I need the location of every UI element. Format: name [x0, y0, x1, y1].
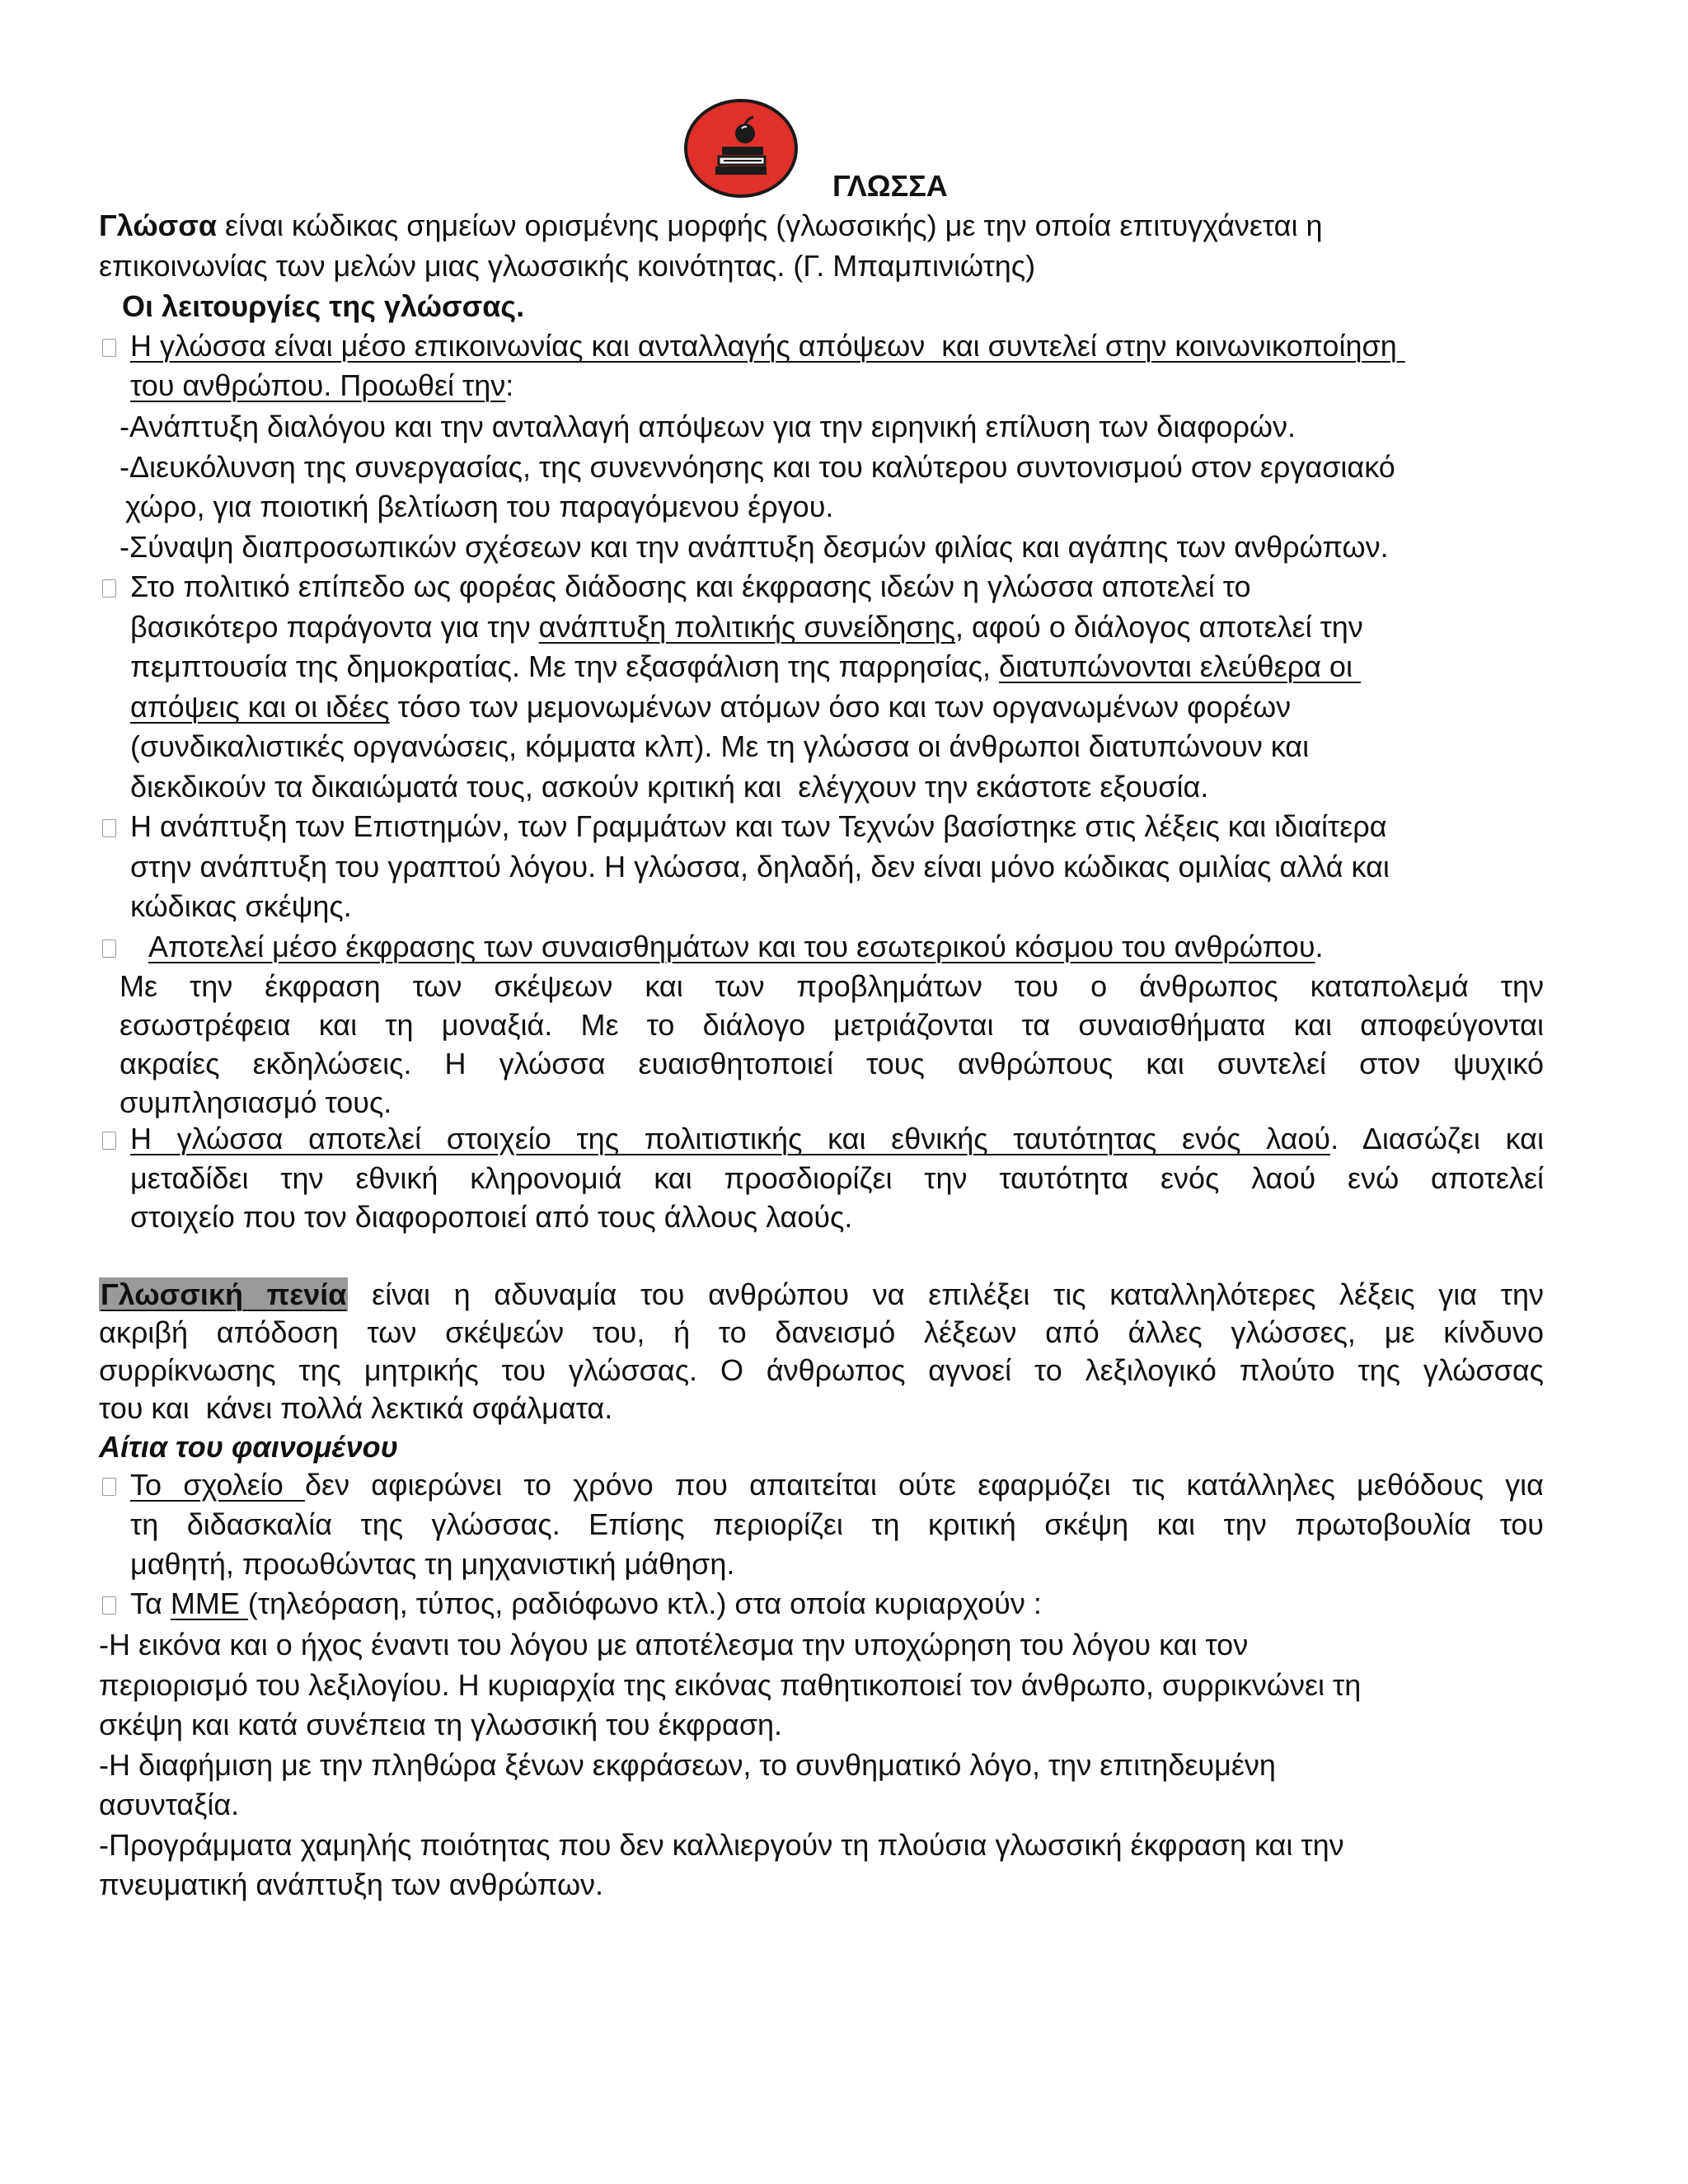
cause-2-line-1: Τα ΜΜΕ (τηλεόραση, τύπος, ραδιόφωνο κτλ.) στα οποία κυριαρχούν : [130, 1586, 1042, 1620]
bullet-2-line-3: πεμπτουσία της δημοκρατίας. Με την εξασφάλιση της παρρησίας, διατυπώνονται ελεύθερα οι [130, 649, 1361, 683]
causes-heading: Αίτια του φαινομένου [99, 1430, 398, 1464]
cause-1-line-2: τη διδασκαλία της γλώσσας. Επίσης περιορίζει τη κριτική σκέψη και την πρωτοβουλία του [130, 1507, 1544, 1541]
bullet-3-line-1: Η ανάπτυξη των Επιστημών, των Γραμμάτων και των Τεχνών βασίστηκε στις λέξεις και ιδιαίτερα [130, 809, 1387, 843]
bullet-3-line-2: στην ανάπτυξη του γραπτού λόγου. Η γλώσσα, δηλαδή, δεν είναι μόνο κώδικας ομιλίας αλλά και [130, 850, 1390, 883]
dash-item-3: -Σύναψη διαπροσωπικών σχέσεων και την ανάπτυξη δεσμών φιλίας και αγάπης των ανθρώπων. [120, 530, 1389, 564]
media-item-3-line-2: πνευματική ανάπτυξη των ανθρώπων. [99, 1868, 604, 1901]
definition-term: Γλώσσα [99, 209, 218, 242]
bullet-4-para-line-4: συμπλησιασμό τους. [120, 1085, 392, 1119]
media-item-3-line-1: -Προγράμματα χαμηλής ποιότητας που δεν καλλιεργούν τη πλούσια γλωσσική έκφραση και την [99, 1828, 1344, 1862]
definition-line-1: Γλώσσα είναι κώδικας σημείων ορισμένης μορφής (γλωσσικής) με την οποία επιτυγχάνεται η [99, 209, 1323, 242]
media-item-2-line-2: ασυνταξία. [99, 1788, 240, 1821]
cause-1-line-3: μαθητή, προωθώντας τη μηχανιστική μάθηση. [130, 1547, 735, 1581]
media-item-1-line-2: περιορισμό του λεξιλογίου. Η κυριαρχία της εικόνας παθητικοποιεί τον άνθρωπο, συρρικνώνει τη [99, 1668, 1362, 1702]
bullet-box-icon [102, 579, 116, 598]
bullet-2-line-5: (συνδικαλιστικές οργανώσεις, κόμματα κλπ). Με τη γλώσσα οι άνθρωποι διατυπώνουν και [130, 729, 1310, 763]
bullet-box-icon [102, 1596, 116, 1615]
poverty-line-3: συρρίκνωσης της μητρικής του γλώσσας. Ο άνθρωπος αγνοεί το λεξιλογικό πλούτο της γλώσσας [99, 1353, 1544, 1387]
cause-1-line-1: Το σχολείο δεν αφιερώνει το χρόνο που απαιτείται ούτε εφαρμόζει τις κατάλληλες μεθόδους για [130, 1468, 1544, 1502]
bullet-box-icon [102, 819, 116, 837]
dash-item-2-line-1: -Διευκόλυνση της συνεργασίας, της συνεννόησης και του καλύτερου συντονισμού στον εργασιακό [120, 450, 1395, 484]
bullet-1-line-2: του ανθρώπου. Προωθεί την: [130, 368, 514, 402]
books-apple-icon [684, 97, 798, 199]
bullet-1-line-1: Η γλώσσα είναι μέσο επικοινωνίας και ανταλλαγής απόψεων και συντελεί στην κοινωνικοποίηση [130, 329, 1405, 363]
poverty-line-2: ακριβή απόδοση των σκέψεών του, ή το δανεισμό λέξεων από άλλες γλώσσες, με κίνδυνο [99, 1315, 1544, 1349]
bullet-4-para-line-3: ακραίες εκδηλώσεις. Η γλώσσα ευαισθητοποιεί τους ανθρώπους και συντελεί στον ψυχικό [120, 1047, 1544, 1080]
page-title: ΓΛΩΣΣΑ [832, 169, 948, 203]
poverty-line-4: του και κάνει πολλά λεκτικά σφάλματα. [99, 1391, 613, 1425]
bullet-box-icon [102, 339, 116, 357]
bullet-box-icon [102, 940, 116, 958]
bullet-5-line-3: στοιχείο που τον διαφοροποιεί από τους άλλους λαούς. [130, 1200, 853, 1234]
bullet-4-para-line-2: εσωστρέφεια και τη μοναξιά. Με το διάλογο μετριάζονται τα συναισθήματα και αποφεύγονται [120, 1008, 1544, 1042]
bullet-2-line-2: βασικότερο παράγοντα για την ανάπτυξη πολιτικής συνείδησης, αφού ο διάλογος αποτελεί την [130, 610, 1363, 644]
dash-item-1: -Ανάπτυξη διαλόγου και την ανταλλαγή απόψεων για την ειρηνική επίλυση των διαφορών. [120, 410, 1296, 443]
bullet-2-line-4: απόψεις και οι ιδέες τόσο των μεμονωμένων ατόμων όσο και των οργανωμένων φορέων [130, 690, 1292, 724]
dash-item-2-line-2: χώρο, για ποιοτική βελτίωση του παραγόμενου έργου. [125, 490, 834, 523]
bullet-4-line-1: Αποτελεί μέσο έκφρασης των συναισθημάτων και του εσωτερικού κόσμου του ανθρώπου. [148, 930, 1324, 963]
bullet-5-line-2: μεταδίδει την εθνική κληρονομιά και προσδιορίζει την ταυτότητα ενός λαού ενώ αποτελεί [130, 1161, 1544, 1195]
bullet-3-line-3: κώδικας σκέψης. [130, 889, 352, 923]
media-item-1-line-3: σκέψη και κατά συνέπεια τη γλωσσική του έκφραση. [99, 1708, 783, 1741]
bullet-2-line-6: διεκδικούν τα δικαιώματά τους, ασκούν κριτική και ελέγχουν την εκάστοτε εξουσία. [130, 770, 1209, 804]
poverty-term: Γλωσσική πενία [101, 1277, 347, 1311]
media-item-2-line-1: -Η διαφήμιση με την πληθώρα ξένων εκφράσεων, το συνθηματικό λόγο, την επιτηδευμένη [99, 1748, 1276, 1782]
bullet-5-line-1: Η γλώσσα αποτελεί στοιχείο της πολιτιστικής και εθνικής ταυτότητας ενός λαού. Διασώζει και [130, 1122, 1544, 1155]
bullet-4-para-line-1: Με την έκφραση των σκέψεων και των προβλημάτων του ο άνθρωπος καταπολεμά την [120, 969, 1544, 1003]
definition-line-2: επικοινωνίας των μελών μιας γλωσσικής κοινότητας. (Γ. Μπαμπινιώτης) [99, 249, 1036, 283]
poverty-line-1: Γλωσσική πενία είναι η αδυναμία του ανθρώπου να επιλέξει τις καταλληλότερες λέξεις για την [101, 1277, 1544, 1311]
bullet-box-icon [102, 1132, 116, 1150]
bullet-box-icon [102, 1478, 116, 1496]
media-item-1-line-1: -Η εικόνα και ο ήχος έναντι του λόγου με αποτέλεσμα την υποχώρηση του λόγου και τον [99, 1628, 1249, 1661]
bullet-2-line-1: Στο πολιτικό επίπεδο ως φορέας διάδοσης και έκφρασης ιδεών η γλώσσα αποτελεί το [130, 569, 1251, 603]
functions-heading: Οι λειτουργίες της γλώσσας. [122, 289, 525, 323]
